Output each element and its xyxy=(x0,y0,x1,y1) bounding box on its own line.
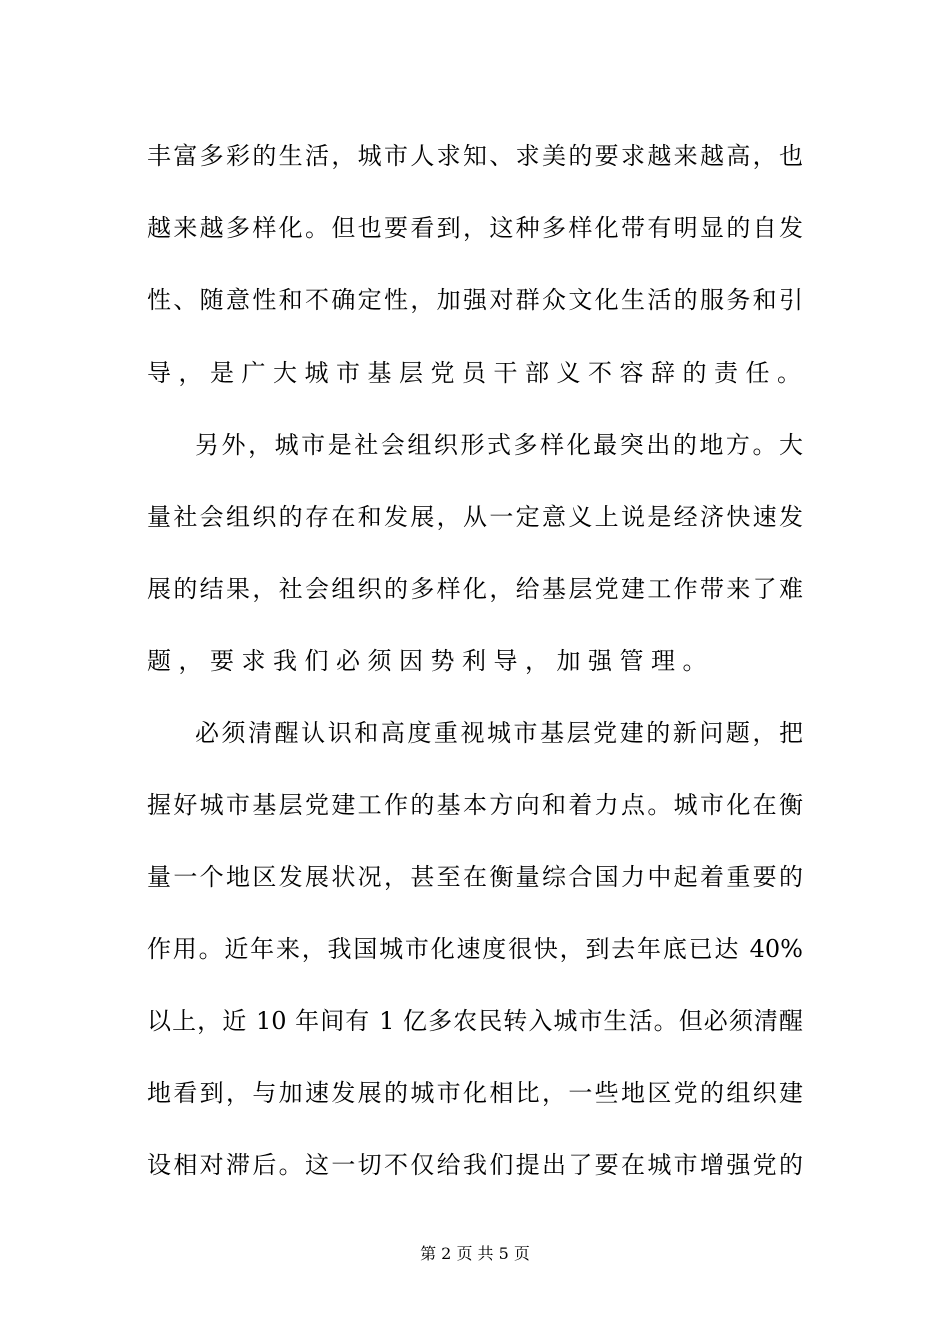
text-line: 量社会组织的存在和发展，从一定意义上说是经济快速发 xyxy=(147,503,803,531)
text-line: 地看到，与加速发展的城市化相比，一些地区党的组织建 xyxy=(147,1079,803,1107)
text-line: 量一个地区发展状况，甚至在衡量综合国力中起着重要的 xyxy=(147,863,803,891)
text-line: 设相对滞后。这一切不仅给我们提出了要在城市增强党的 xyxy=(147,1151,803,1179)
text-line: 丰富多彩的生活，城市人求知、求美的要求越来越高，也 xyxy=(147,142,803,170)
text-line: 越来越多样化。但也要看到，这种多样化带有明显的自发 xyxy=(147,214,803,242)
text-line: 另外，城市是社会组织形式多样化最突出的地方。大 xyxy=(195,431,803,459)
text-line: 题，要求我们必须因势利导，加强管理。 xyxy=(147,647,714,675)
text-line: 作用。近年来，我国城市化速度很快，到去年底已达 40% xyxy=(147,935,803,963)
text-line: 导，是广大城市基层党员干部义不容辞的责任。 xyxy=(147,359,809,387)
text-line: 性、随意性和不确定性，加强对群众文化生活的服务和引 xyxy=(147,286,803,314)
text-line: 展的结果，社会组织的多样化，给基层党建工作带来了难 xyxy=(147,575,803,603)
text-line: 握好城市基层党建工作的基本方向和着力点。城市化在衡 xyxy=(147,791,803,819)
page-footer: 第 2 页 共 5 页 xyxy=(420,1244,530,1263)
text-line: 以上，近 10 年间有 1 亿多农民转入城市生活。但必须清醒 xyxy=(147,1007,803,1035)
text-line: 必须清醒认识和高度重视城市基层党建的新问题，把 xyxy=(195,719,803,747)
